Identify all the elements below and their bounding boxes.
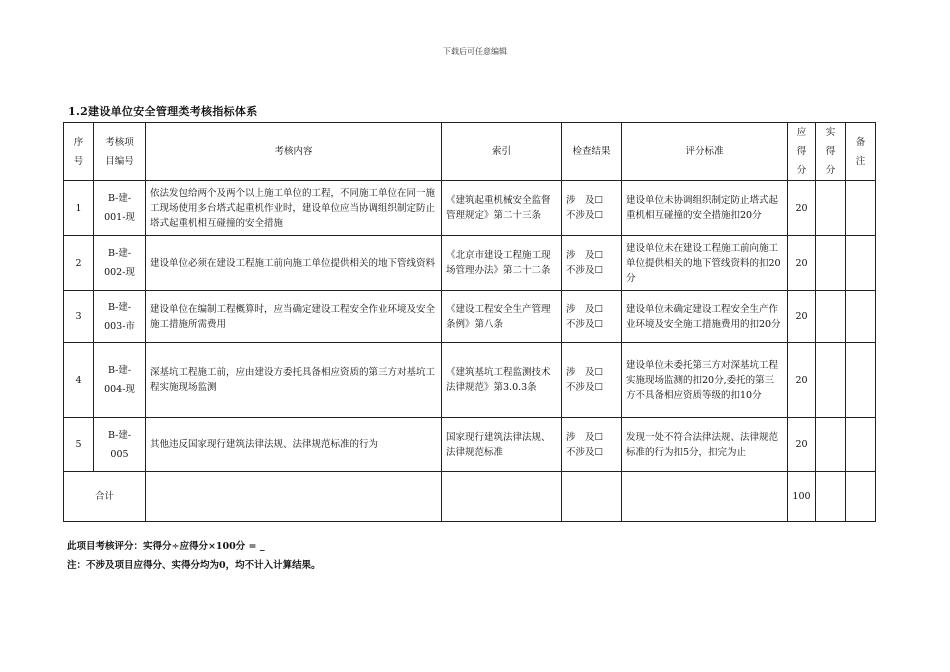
row-remark[interactable]: [846, 418, 876, 472]
total-index-cell: [442, 472, 562, 522]
table-row: [64, 418, 876, 472]
row-actual-score[interactable]: [816, 236, 846, 291]
check-not-involved[interactable]: 不涉及☐: [566, 382, 604, 393]
row-index: 《北京市建设工程施工现场管理办法》第二十二条: [442, 236, 562, 291]
total-content-cell: [146, 472, 442, 522]
row-standard: 建设单位未确定建设工程安全生产作业环境及安全施工措施费用的扣20分: [622, 291, 788, 343]
table-row: [64, 291, 876, 343]
header-actual-score: 实 得 分: [816, 123, 846, 181]
row-actual-score[interactable]: [816, 418, 846, 472]
row-seq: 1: [64, 181, 94, 236]
header-content: 考核内容: [146, 123, 442, 181]
header-row: [64, 123, 876, 181]
header-remark: 备 注: [846, 123, 876, 181]
row-index: 《建筑基坑工程监测技术法律规范》第3.0.3条: [442, 343, 562, 418]
row-check: [562, 291, 622, 343]
row-seq: 2: [64, 236, 94, 291]
row-remark[interactable]: [846, 181, 876, 236]
row-content: 建设单位在编制工程概算时，应当确定建设工程安全作业环境及安全施工措施所需费用: [146, 291, 442, 343]
check-involved[interactable]: 涉 及☐: [566, 367, 604, 378]
row-actual-score[interactable]: [816, 291, 846, 343]
check-involved[interactable]: 涉 及☐: [566, 303, 604, 315]
row-seq: 3: [64, 291, 94, 343]
page-header: 下载后可任意编辑: [443, 47, 507, 56]
check-not-involved[interactable]: 不涉及☐: [566, 210, 604, 221]
row-seq: 5: [64, 418, 94, 472]
row-due-score: 20: [788, 291, 816, 343]
section-title: 1.2建设单位安全管理类考核指标体系: [68, 105, 258, 118]
row-code: B-建- 002-现: [94, 236, 146, 291]
header-check: 检查结果: [562, 123, 622, 181]
row-code: B-建- 003-市: [94, 291, 146, 343]
check-not-involved[interactable]: 不涉及☐: [566, 265, 604, 276]
row-due-score: 20: [788, 418, 816, 472]
row-check: [562, 418, 622, 472]
footer-note: 注：不涉及项目应得分、实得分均为0，均不计入计算结果。: [67, 560, 321, 571]
row-check: [562, 236, 622, 291]
total-standard-cell: [622, 472, 788, 522]
row-actual-score[interactable]: [816, 343, 846, 418]
row-remark[interactable]: [846, 236, 876, 291]
row-actual-score[interactable]: [816, 181, 846, 236]
total-actual-score[interactable]: [816, 472, 846, 522]
total-label: 合计: [64, 472, 146, 522]
total-row: [64, 472, 876, 522]
check-involved[interactable]: 涉 及☐: [566, 431, 604, 443]
header-seq: 序 号: [64, 123, 94, 181]
check-involved[interactable]: 涉 及☐: [566, 195, 604, 206]
row-index: 国家现行建筑法律法规、法律规范标准: [442, 418, 562, 472]
row-remark[interactable]: [846, 343, 876, 418]
header-standard: 评分标准: [622, 123, 788, 181]
row-remark[interactable]: [846, 291, 876, 343]
total-remark[interactable]: [846, 472, 876, 522]
score-formula: 此项目考核评分：实得分÷应得分×100分 = _: [67, 541, 265, 552]
table-row: [64, 236, 876, 291]
row-standard: 建设单位未委托第三方对深基坑工程实施现场监测的扣20分,委托的第三方不具备相应资质等级的扣10分: [622, 343, 788, 418]
table-row: [64, 343, 876, 418]
row-due-score: 20: [788, 236, 816, 291]
header-code: 考核项 目编号: [94, 123, 146, 181]
row-code: B-建- 005: [94, 418, 146, 472]
row-due-score: 20: [788, 343, 816, 418]
header-index: 索引: [442, 123, 562, 181]
row-content: 依法发包给两个及两个以上施工单位的工程，不同施工单位在同一施工现场使用多台塔式起重机作业时，建设单位应当协调组织制定防止塔式起重机相互碰撞的安全措施: [146, 181, 442, 236]
check-not-involved[interactable]: 不涉及☐: [566, 446, 604, 458]
row-code: B-建- 004-现: [94, 343, 146, 418]
row-content: 建设单位必须在建设工程施工前向施工单位提供相关的地下管线资料: [146, 236, 442, 291]
assessment-table: [63, 122, 876, 522]
table-row: [64, 181, 876, 236]
row-standard: 建设单位未协调组织制定防止塔式起重机相互碰撞的安全措施扣20分: [622, 181, 788, 236]
row-index: 《建筑起重机械安全监督管理规定》第二十三条: [442, 181, 562, 236]
row-check: [562, 343, 622, 418]
check-involved[interactable]: 涉 及☐: [566, 250, 604, 261]
check-not-involved[interactable]: 不涉及☐: [566, 318, 604, 330]
row-index: 《建设工程安全生产管理条例》第八条: [442, 291, 562, 343]
row-code: B-建- 001-现: [94, 181, 146, 236]
row-content: 深基坑工程施工前，应由建设方委托具备相应资质的第三方对基坑工程实施现场监测: [146, 343, 442, 418]
row-content: 其他违反国家现行建筑法律法规、法律规范标准的行为: [146, 418, 442, 472]
row-standard: 建设单位未在建设工程施工前向施工单位提供相关的地下管线资料的扣20分: [622, 236, 788, 291]
total-due-score: 100: [788, 472, 816, 522]
header-due-score: 应 得 分: [788, 123, 816, 181]
row-standard: 发现一处不符合法律法规、法律规范标准的行为扣5分，扣完为止: [622, 418, 788, 472]
row-due-score: 20: [788, 181, 816, 236]
row-check: [562, 181, 622, 236]
total-check-cell: [562, 472, 622, 522]
row-seq: 4: [64, 343, 94, 418]
